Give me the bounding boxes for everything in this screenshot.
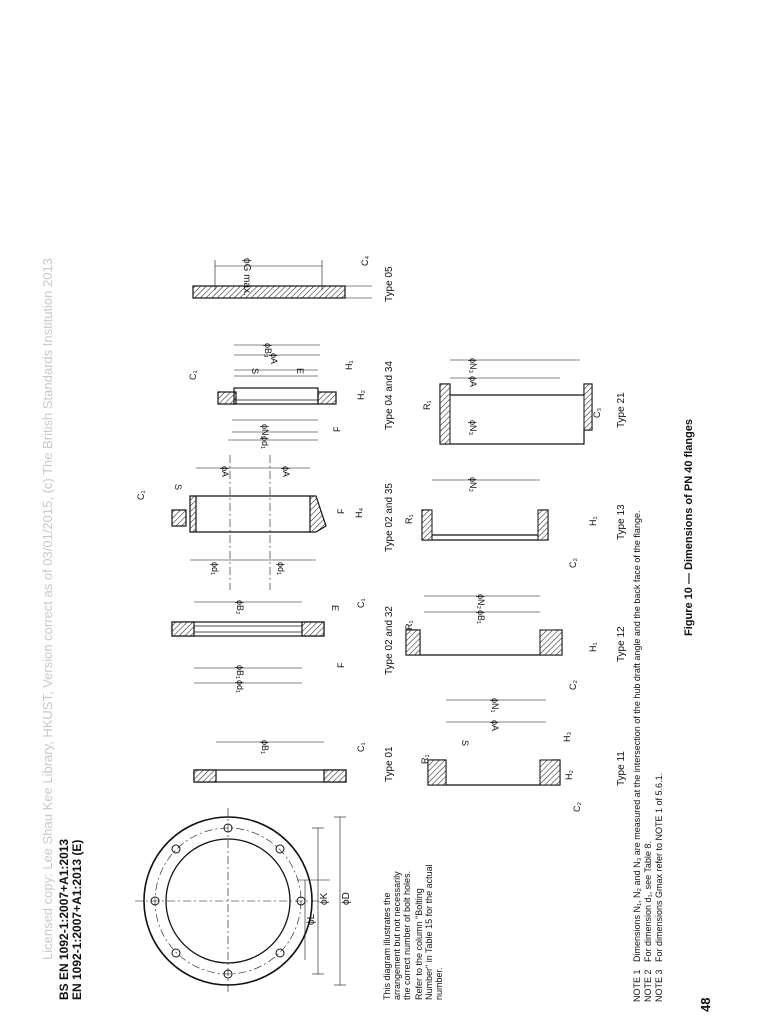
header [57, 839, 84, 1000]
dim-C3-label-t21: C₃ [592, 407, 602, 418]
dim-A-label-t11: ϕA [490, 720, 500, 732]
note-3-text: For dimensions Gmax refer to NOTE 1 of 5.6.1. [654, 772, 664, 962]
dim-D-label: ϕD [341, 892, 352, 905]
description-line-5: Number" in Table 15 for the actual [424, 864, 434, 1000]
type-02-32-drawing [172, 602, 324, 683]
note-2-label: NOTE 2 [643, 969, 653, 1002]
dim-C1-label-t02-35: C₁ [136, 490, 146, 500]
dim-G-label: ϕG max. [241, 258, 252, 296]
page-number: 48 [698, 997, 713, 1012]
dim-N2-label-t13: ϕN₂ [468, 477, 478, 493]
dim-H4-label-t02-35: H₄ [354, 507, 364, 518]
dim-B2-label: ϕB₂ [235, 600, 245, 615]
dim-E-label-t04: E [295, 368, 305, 375]
type-21-drawing [440, 360, 592, 444]
notes [632, 511, 664, 1002]
watermark: Licensed copy: Lee Shau Kee Library, HKUST, Version correct as of 03/01/2015, (c) The British Standards Institution 2013 [40, 258, 55, 960]
dim-F-label-t02-35: F [336, 508, 346, 514]
dim-H1-label-t12: H₁ [588, 642, 598, 652]
description-line-3: the correct number of bolt holes. [402, 870, 412, 1000]
dim-L-label: ϕL [306, 913, 317, 925]
dim-E-label-t02-32: E [330, 605, 340, 612]
type-21-label: Type 21 [616, 392, 627, 428]
dim-N1-label-t11: ϕN₁ [490, 698, 500, 713]
type-05-label: Type 05 [384, 266, 395, 302]
type-02-35-drawing [172, 455, 326, 590]
note-2-text: For dimension d₁, see Table 8. [643, 841, 653, 962]
dim-B1-label-t01: ϕB₁ [260, 740, 270, 755]
dim-S-label-t02-35: S [173, 484, 183, 491]
dim-B1-label-t12: ϕB₁ [476, 610, 486, 625]
dim-H3-label-t11: H₃ [562, 731, 572, 742]
dim-A-label-t02-35-a: ϕA [220, 466, 230, 478]
dim-C1-label-t02-32: C₁ [356, 598, 366, 608]
dim-H2-label-t04: H₂ [356, 390, 366, 400]
dim-B1-label-t02-32: ϕB₁ [235, 665, 245, 680]
dim-N3-label-b: ϕN₃ [468, 420, 478, 436]
description-line-6: number. [434, 967, 444, 1000]
type-13-drawing [422, 480, 548, 540]
dim-C2-label-t12: C₂ [568, 680, 578, 690]
figure-caption: Figure 10 — Dimensions of PN 40 flanges [683, 419, 695, 636]
dim-d1-label-t02-35-a: ϕd₁ [210, 562, 220, 576]
dim-C1-label-t04: C₁ [188, 370, 198, 380]
dim-B3-label: ϕB₃ [263, 343, 273, 358]
plan-description [382, 864, 444, 1000]
note-1-text: Dimensions N₁, N₂ and N₃ are measured at the intersection of the hub draft angle and the back face of the flange. [632, 510, 642, 962]
dim-N2-label-t12: ϕN₂ [476, 594, 486, 610]
note-1-label: NOTE 1 [632, 969, 642, 1002]
description-line-4: Refer to the column "Bolting [414, 888, 424, 1000]
standard-title-line1: BS EN 1092-1:2007+A1:2013 [57, 838, 71, 1000]
dim-K-label: ϕK [319, 892, 330, 905]
dim-C2-label-t13: C₂ [568, 558, 578, 568]
dim-C4-label: C₄ [360, 255, 370, 266]
type-05-drawing [193, 260, 372, 298]
dim-R1-label-t11: R₁ [420, 754, 430, 764]
dim-S-label-t11: S [460, 740, 470, 747]
dim-N1-label-t04: ϕN₁ [260, 424, 270, 439]
dim-F-label-t02-32: F [336, 662, 346, 668]
description-line-2: arrangement but not necessarily [392, 871, 402, 1000]
type-13-label: Type 13 [616, 504, 627, 540]
dim-d1-label-t02-35-b: ϕd₁ [276, 562, 286, 576]
dim-A-label-t21: ϕA [468, 376, 478, 388]
dim-C1-label-t01: C₁ [356, 742, 366, 752]
dim-F-label-t04: F [332, 426, 342, 432]
dim-H2-label-t11: H₂ [564, 770, 574, 780]
type-02-35-label: Type 02 and 35 [384, 483, 395, 552]
note-3-label: NOTE 3 [654, 969, 664, 1002]
dim-A-label-t02-35-b: ϕA [281, 466, 291, 478]
description-line-1: This diagram illustrates the [382, 892, 392, 1000]
dim-R1-label-t21: R₁ [422, 400, 432, 410]
dim-S-label-t04: S [250, 368, 260, 375]
type-12-label: Type 12 [616, 626, 627, 662]
type-04-34-label: Type 04 and 34 [384, 361, 395, 430]
dim-H1-label-t13: H₁ [588, 516, 598, 526]
dim-d1-label-t02-32: ϕd₁ [235, 680, 245, 694]
type-11-drawing [428, 700, 560, 785]
dim-d1-label-t04: ϕd₁ [260, 436, 270, 450]
flange-plan-view [135, 808, 346, 994]
dim-N3-label-a: ϕN₃ [468, 358, 478, 374]
type-11-label: Type 11 [616, 751, 627, 786]
dim-C2-label-t11: C₂ [572, 802, 582, 812]
type-01-label: Type 01 [384, 746, 395, 782]
dim-R1-label-t12: R₁ [404, 620, 414, 630]
dim-R1-label-t13: R₁ [404, 514, 414, 524]
standard-title-line2: EN 1092-1:2007+A1:2013 (E) [70, 839, 84, 1000]
dim-H1-label-t04: H₁ [344, 360, 354, 370]
type-02-32-label: Type 02 and 32 [384, 606, 395, 675]
dim-A-label-t04: ϕA [269, 353, 279, 365]
